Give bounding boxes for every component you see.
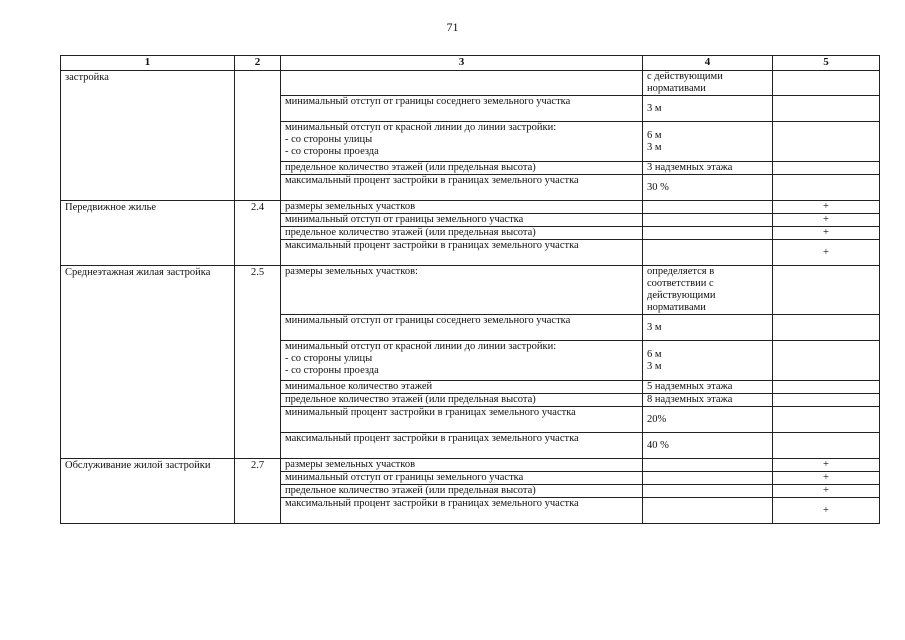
value-cell: 20% [643, 407, 773, 433]
mark-cell [773, 433, 880, 459]
parameter-cell: минимальный отступ от границы соседнего земельного участка [281, 96, 643, 122]
regulations-table [60, 55, 880, 524]
value-cell: 3 м [643, 96, 773, 122]
parameter-cell: минимальное количество этажей [281, 381, 643, 394]
mark-cell: + [773, 498, 880, 524]
value-cell [643, 459, 773, 472]
table-row [61, 71, 880, 96]
mark-cell [773, 381, 880, 394]
header-col-3: 3 [281, 56, 643, 71]
value-line: 3 м [647, 360, 662, 372]
mark-cell: + [773, 214, 880, 227]
header-col-2: 2 [235, 56, 281, 71]
value-cell [643, 341, 773, 381]
header-col-4: 4 [643, 56, 773, 71]
mark-cell: + [773, 227, 880, 240]
header-row [61, 56, 880, 71]
parameter-line: - со стороны улицы [285, 353, 373, 364]
table-row [61, 459, 880, 472]
value-cell: определяется в соответствии с действующими нормативами [643, 266, 773, 315]
value-line: 6 м [647, 129, 662, 141]
parameter-cell: размеры земельных участков [281, 201, 643, 214]
value-cell [643, 214, 773, 227]
mark-cell [773, 266, 880, 315]
mark-cell [773, 341, 880, 381]
mark-cell [773, 175, 880, 201]
parameter-cell [281, 71, 643, 96]
header-col-1: 1 [61, 56, 235, 71]
value-cell [643, 498, 773, 524]
land-use-code: 2.7 [235, 459, 281, 524]
value-cell [643, 240, 773, 266]
land-use-code [235, 71, 281, 201]
page-number: 71 [446, 20, 459, 34]
mark-cell: + [773, 201, 880, 214]
value-line: 6 м [647, 348, 662, 360]
land-use-code: 2.4 [235, 201, 281, 266]
value-cell [643, 485, 773, 498]
value-line: 3 м [647, 141, 662, 153]
value-cell [643, 201, 773, 214]
land-use-name: Передвижное жилье [61, 201, 235, 266]
value-cell: 8 надземных этажа [643, 394, 773, 407]
parameter-line: - со стороны улицы [285, 134, 373, 145]
parameter-cell: размеры земельных участков: [281, 266, 643, 315]
mark-cell: + [773, 459, 880, 472]
parameter-line: минимальный отступ от красной линии до линии застройки: [285, 122, 557, 133]
value-cell [643, 227, 773, 240]
table-row [61, 201, 880, 214]
value-cell: 3 м [643, 315, 773, 341]
header-col-5: 5 [773, 56, 880, 71]
mark-cell [773, 407, 880, 433]
table-row [61, 266, 880, 315]
parameter-cell: максимальный процент застройки в границах земельного участка [281, 498, 643, 524]
parameter-cell: минимальный отступ от границы соседнего земельного участка [281, 315, 643, 341]
value-cell: 3 надземных этажа [643, 162, 773, 175]
value-cell [643, 472, 773, 485]
value-cell: 5 надземных этажа [643, 381, 773, 394]
parameter-cell: максимальный процент застройки в границах земельного участка [281, 175, 643, 201]
land-use-name: застройка [61, 71, 235, 201]
land-use-name: Среднеэтажная жилая застройка [61, 266, 235, 459]
parameter-line: - со стороны проезда [285, 146, 379, 157]
mark-cell [773, 162, 880, 175]
value-cell: 40 % [643, 433, 773, 459]
parameter-cell: минимальный процент застройки в границах земельного участка [281, 407, 643, 433]
mark-cell: + [773, 472, 880, 485]
mark-cell [773, 122, 880, 162]
land-use-name: Обслуживание жилой застройки [61, 459, 235, 524]
parameter-cell [281, 122, 643, 162]
value-cell [643, 122, 773, 162]
parameter-cell: максимальный процент застройки в границах земельного участка [281, 240, 643, 266]
parameter-cell: минимальный отступ от границы земельного участка [281, 214, 643, 227]
parameter-cell: предельное количество этажей (или предельная высота) [281, 394, 643, 407]
value-cell: с действующими нормативами [643, 71, 773, 96]
parameter-cell: минимальный отступ от границы земельного участка [281, 472, 643, 485]
parameter-cell: предельное количество этажей (или предельная высота) [281, 227, 643, 240]
mark-cell [773, 394, 880, 407]
mark-cell: + [773, 240, 880, 266]
mark-cell [773, 71, 880, 96]
mark-cell [773, 315, 880, 341]
parameter-cell: предельное количество этажей (или предельная высота) [281, 162, 643, 175]
parameter-cell: предельное количество этажей (или предельная высота) [281, 485, 643, 498]
parameter-cell [281, 341, 643, 381]
parameter-line: - со стороны проезда [285, 365, 379, 376]
mark-cell: + [773, 485, 880, 498]
parameter-cell: размеры земельных участков [281, 459, 643, 472]
value-cell: 30 % [643, 175, 773, 201]
land-use-code: 2.5 [235, 266, 281, 459]
parameter-line: минимальный отступ от красной линии до линии застройки: [285, 341, 557, 352]
parameter-cell: максимальный процент застройки в границах земельного участка [281, 433, 643, 459]
mark-cell [773, 96, 880, 122]
